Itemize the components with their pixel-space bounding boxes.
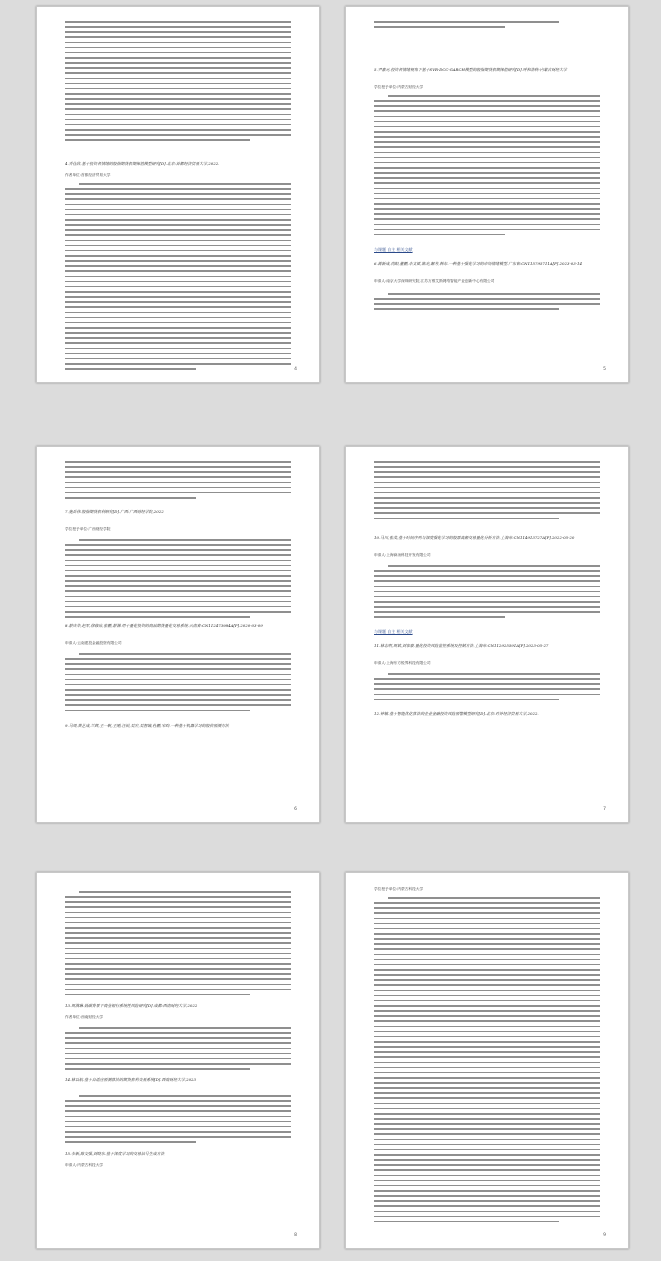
page-number: 5 [603,367,606,372]
section-heading: 与课题 自主 相关文献 [374,247,413,252]
reference-entry-title: 7.施岳伟.股指期货套利研究[D].广西:广西财经学院,2022 [65,509,164,514]
page-number: 4 [294,367,297,372]
reference-entry-org: 学位授予单位:内蒙古科技大学 [374,887,424,891]
reference-entry-title: 11.林志明,周斌,刘家豪.量化投资风险监控系统及控制方法.上海市:CN112925591A[P].2023-05-27 [374,643,549,648]
paragraph-block [65,653,291,715]
reference-entry-org: 作者单位:首都经济贸易大学 [65,173,111,177]
reference-entry-org: 学位授予单位:内蒙古财经大学 [374,85,424,89]
paragraph-block [374,95,600,239]
document-page-1 [36,6,320,383]
page-number: 7 [603,807,606,812]
reference-entry-org: 申请人:上海商汤科技开发有限公司 [374,553,431,557]
paragraph-block [65,1095,291,1146]
paragraph-block [65,891,291,999]
paragraph-block [65,21,291,144]
page-number: 6 [294,807,297,812]
reference-entry-org: 申请人:南京大学深圳研究院,江苏万维艾斯网络智能产业创新中心有限公司 [374,279,495,283]
paragraph-block [374,293,600,314]
reference-entry-title: 5.尹嘉元.投资者情绪视角下基于SVR-DCC-GARCH模型的股指期货套期保值研究[D].呼和浩特:内蒙古财经大学 [374,67,567,72]
reference-entry-org: 申请人:上海东方锐界科技有限公司 [374,661,431,665]
document-page-3 [36,446,320,823]
reference-entry-org: 作者单位:西南财经大学 [65,1015,104,1019]
document-page-4 [345,446,629,823]
reference-entry-title: 8.蔡庆华,赵军,徐修泉,张鹏,蔡渊.用于量化投资的商品期货量化交易系统.云南省:CN112473984A[P].2020-03-09 [65,623,263,628]
paragraph-block [65,1027,291,1073]
paragraph-block [374,461,600,523]
page-number: 8 [294,1233,297,1238]
document-page-6 [345,872,629,1249]
paragraph-block [374,897,600,1226]
reference-entry-org: 申请人:云南建投金融投资有限公司 [65,641,122,645]
paragraph-block [374,673,600,704]
page-number: 9 [603,1233,606,1238]
reference-entry-title: 4.乔佳欣.基于投资者情绪的股指期货套期保值模型研究[D].北京:首都经济贸易大学,2022. [65,161,220,166]
paragraph-block [65,461,291,502]
reference-entry-title: 6.蒋新成,尚阳,董鹏,李文斌,陈光,解芳,韩东.一种基于强化学习的市场情绪模型.广东省:CN115795711A[P].2023-03-14 [374,261,582,266]
reference-entry-title: 12.钟敏.基于智能优化算法的企业金融投资风险预警模型研究[D].北京:对外经济贸易大学,2022. [374,711,539,716]
paragraph-block [374,565,600,622]
reference-entry-title: 15.李新,陈文强,刘晓东.基于深度学习的交易信号生成方法 [65,1151,165,1156]
reference-entry-title: 9.马周,黄艺成,兰辉,王一帆,王刚,汪锐,吴宏,吴智城,杜鹏,宋昀.一种基于机器学习的股价预测方法 [65,723,229,728]
paragraph-block [65,183,291,373]
paragraph-block [65,539,291,621]
reference-entry-title: 14.林以航.基于自适应预测算法的期货套利交易系统[D].西南财经大学,2023 [65,1077,196,1082]
reference-entry-title: 10.马川,张茂,基于时间序列与深度强化学习的股票高频交易量化分析方法.上海市:CN114913727A[P].2022-05-20 [374,535,575,540]
reference-entry-title: 13.周满琳.低碳背景下商业银行系统性风险研究[D].成都:西南财经大学,2022 [65,1003,198,1008]
reference-entry-org: 学位授予单位:广西财经学院 [65,527,111,531]
document-page-2 [345,6,629,383]
section-heading: 与课题 自主 相关文献 [374,629,413,634]
reference-entry-org: 申请人:内蒙古科技大学 [65,1163,104,1167]
document-page-5 [36,872,320,1249]
paragraph-block [374,21,600,31]
